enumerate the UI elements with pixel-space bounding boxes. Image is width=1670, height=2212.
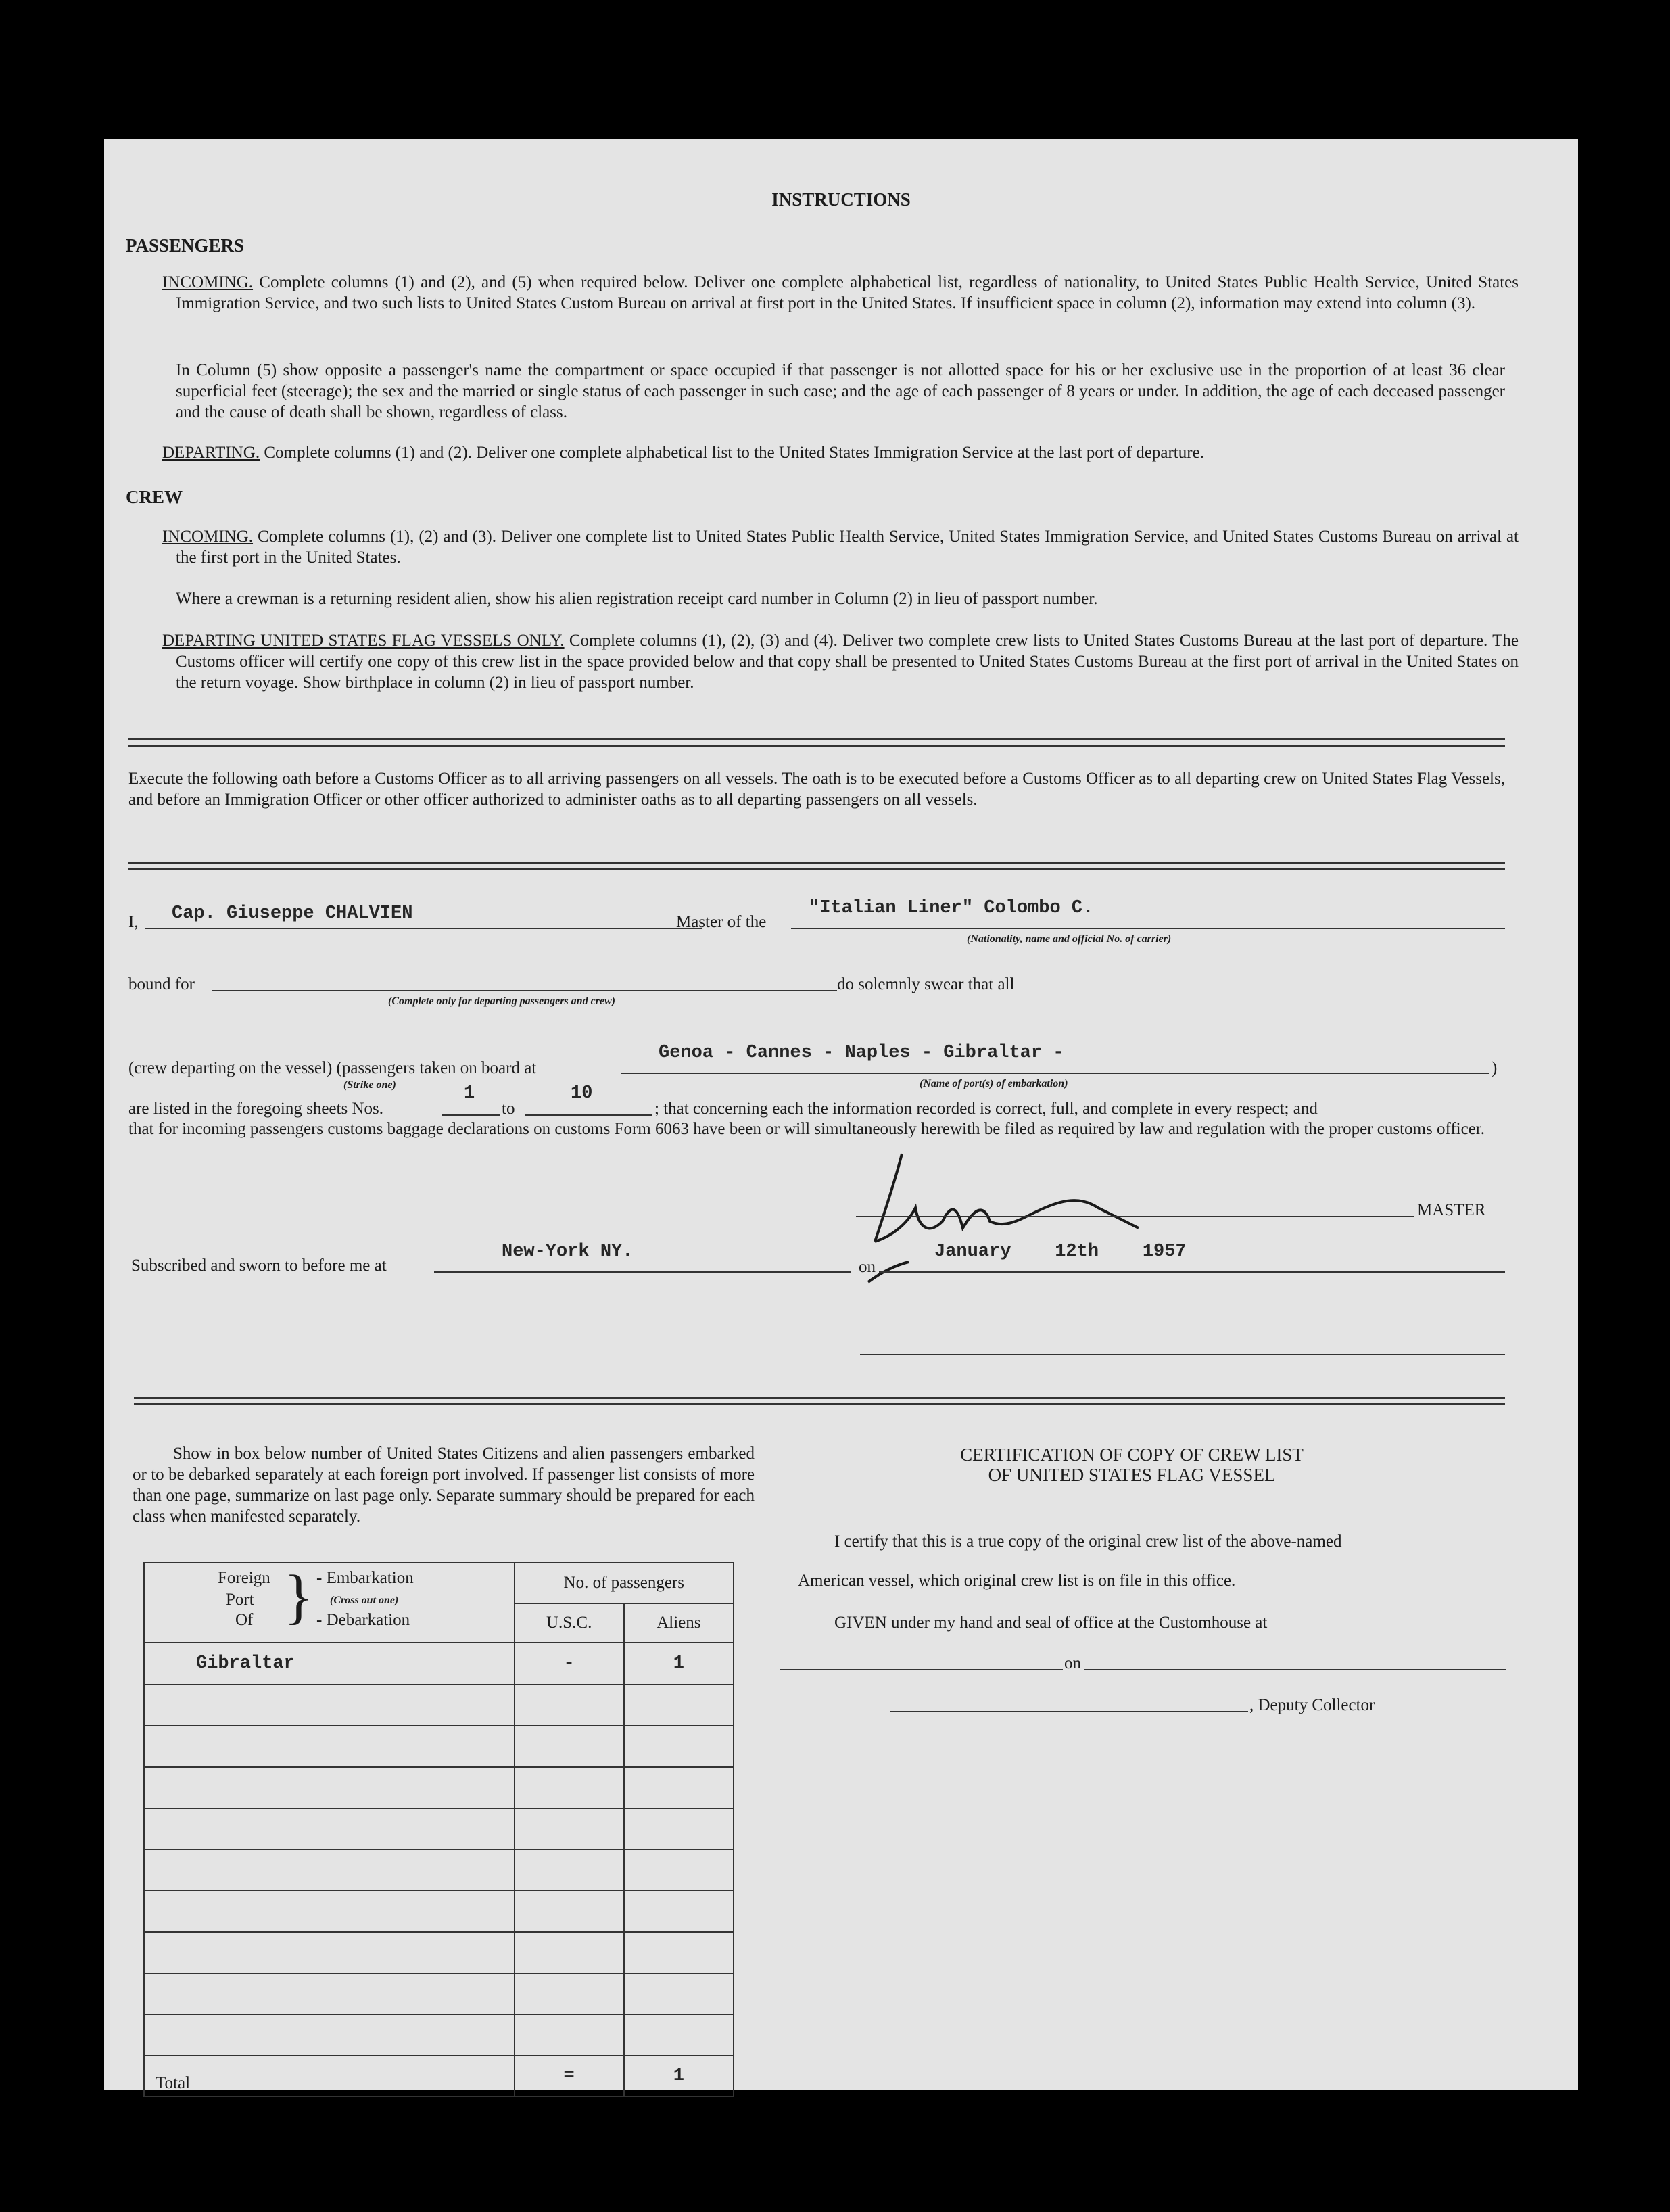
master-signature-line — [856, 1216, 1414, 1217]
statement-text: that for incoming passengers customs baggage declarations on customs Form 6063 have been or will simultaneously herewith be filed as required by law and regulation with the proper customs officer. — [128, 1120, 1485, 1138]
certification-title-1: CERTIFICATION OF COPY OF CREW LIST — [960, 1444, 1304, 1465]
ports-hint: (Name of port(s) of embarkation) — [920, 1078, 1068, 1089]
total-label: Total — [144, 2056, 515, 2096]
crew-departing-label: DEPARTING UNITED STATES FLAG VESSELS ONLY. — [162, 632, 565, 650]
col-cross: (Cross out one) — [330, 1595, 399, 1606]
crew-incoming — [162, 526, 1519, 568]
crew-departing — [162, 630, 1519, 693]
divider — [128, 862, 1505, 870]
row-usc[interactable] — [515, 1973, 624, 2015]
row-port[interactable] — [144, 1850, 515, 1891]
certification-given: GIVEN under my hand and seal of office at the Customhouse at — [834, 1614, 1268, 1632]
row-port[interactable] — [144, 1891, 515, 1932]
passengers-incoming-text: Complete columns (1) and (2), and (5) when required below. Deliver one complete alphabetical list, regardless of nationality, to United States Public Health Service, United States Immigration Service, and two such lists to United States Custom Bureau on arrival at first port in the United States. If insufficient space in column (2), information may extend into column (3). — [176, 273, 1519, 312]
officer-signature-line — [860, 1354, 1505, 1355]
crew-resident-alien: Where a crewman is a returning resident alien, show his alien registration receipt card number in Column (2) in lieu of passport number. — [176, 590, 1098, 608]
row-aliens[interactable] — [624, 1808, 734, 1850]
strike-one-hint: (Strike one) — [343, 1079, 396, 1091]
summary-instructions: Show in box below number of United States Citizens and alien passengers embarked or to be debarked separately at each foreign port involved. If passenger list consists of more than one page, summarize on last page only. Separate summary should be prepared for each class when manifested separately. — [133, 1444, 755, 1526]
col-debarkation: - Debarkation — [316, 1611, 410, 1629]
sheet-to[interactable]: 10 — [571, 1083, 593, 1104]
vessel-line — [791, 928, 1505, 929]
crew-heading: CREW — [126, 487, 183, 507]
deputy-collector-line — [890, 1711, 1248, 1712]
row-aliens[interactable] — [624, 2015, 734, 2056]
total-aliens[interactable]: 1 — [624, 2056, 734, 2096]
table-row — [144, 1767, 734, 1808]
crew-departing-text: Complete columns (1), (2), (3) and (4). Deliver two complete crew lists to United States Customs Bureau at the last port of departure. The Customs officer will certify one copy of this crew list in the space provided below and that copy shall be presented to United States Customs Bureau at the first port of arrival in the United States on the return voyage. Show birthplace in column (2) in lieu of passport number. — [176, 632, 1519, 692]
table-row — [144, 1643, 734, 1685]
row-port[interactable] — [144, 1973, 515, 2015]
row-aliens[interactable] — [624, 1891, 734, 1932]
brace-icon: } — [284, 1563, 314, 1630]
row-port[interactable]: Gibraltar — [144, 1643, 515, 1685]
bound-for-line — [212, 990, 837, 991]
row-aliens[interactable] — [624, 1973, 734, 2015]
certification-date-line — [1084, 1669, 1506, 1670]
row-usc[interactable]: - — [515, 1643, 624, 1685]
row-aliens[interactable] — [624, 1850, 734, 1891]
row-port[interactable] — [144, 1685, 515, 1726]
certification-title-2: OF UNITED STATES FLAG VESSEL — [988, 1465, 1276, 1485]
crew-incoming-label: INCOMING. — [162, 527, 254, 546]
deputy-collector-label: , Deputy Collector — [1249, 1696, 1375, 1714]
table-row — [144, 1808, 734, 1850]
sworn-on-label: on — [859, 1258, 876, 1276]
master-name[interactable]: Cap. Giuseppe CHALVIEN — [172, 903, 413, 924]
row-port[interactable] — [144, 1767, 515, 1808]
col-foreign: Foreign — [218, 1569, 270, 1587]
row-usc[interactable] — [515, 1726, 624, 1767]
passenger-summary-table — [143, 1562, 734, 2097]
row-usc[interactable] — [515, 1685, 624, 1726]
row-port[interactable] — [144, 1808, 515, 1850]
ports-line — [621, 1073, 1489, 1074]
table-row — [144, 1973, 734, 2015]
table-row — [144, 1932, 734, 1973]
certification-line-1: I certify that this is a true copy of the original crew list of the above-named — [834, 1532, 1342, 1551]
master-label: MASTER — [1417, 1201, 1486, 1219]
col-aliens: Aliens — [624, 1603, 734, 1643]
crew-departing-text: (crew departing on the vessel) (passengers taken on board at — [128, 1059, 537, 1077]
table-row — [144, 1850, 734, 1891]
bound-for-hint: (Complete only for departing passengers and crew) — [388, 995, 615, 1007]
master-signature-icon — [855, 1127, 1287, 1302]
passengers-column5: In Column (5) show opposite a passenger's name the compartment or space occupied if that passenger is not allotted space for his or her exclusive use in the proportion of at least 36 clear superficial feet (steerage); the sex and the married or single status of each passenger in such case; and the age of each passenger of 8 years or under. In addition, the age of each deceased passenger and the cause of death shall be shown, regardless of class. — [176, 361, 1505, 421]
sworn-date[interactable]: January 12th 1957 — [934, 1242, 1187, 1262]
passengers-departing — [162, 442, 1505, 463]
table-row — [144, 1891, 734, 1932]
customhouse-line — [780, 1669, 1063, 1670]
close-paren: ) — [1492, 1059, 1498, 1077]
sworn-date-line — [879, 1271, 1505, 1273]
certification-line-2: American vessel, which original crew list is on file in this office. — [798, 1572, 1236, 1590]
listed-text: are listed in the foregoing sheets Nos. — [128, 1100, 383, 1118]
passengers-incoming — [162, 272, 1519, 314]
col-passengers: No. of passengers — [515, 1563, 734, 1603]
row-usc[interactable] — [515, 1932, 624, 1973]
row-aliens[interactable] — [624, 1685, 734, 1726]
master-name-line — [145, 928, 702, 929]
table-row — [144, 1726, 734, 1767]
row-aliens[interactable] — [624, 1726, 734, 1767]
table-row — [144, 1685, 734, 1726]
master-of-label: Master of the — [676, 913, 767, 931]
subscribed-label: Subscribed and sworn to before me at — [131, 1256, 387, 1275]
row-usc[interactable] — [515, 1767, 624, 1808]
sheet-to-line — [525, 1114, 652, 1116]
row-aliens[interactable] — [624, 1932, 734, 1973]
row-port[interactable] — [144, 1726, 515, 1767]
row-usc[interactable] — [515, 1891, 624, 1932]
passengers-departing-text: Complete columns (1) and (2). Deliver one complete alphabetical list to the United States Immigration Service at the last port of departure. — [264, 444, 1204, 462]
bound-for-label: bound for — [128, 975, 195, 993]
row-port[interactable] — [144, 2015, 515, 2056]
row-usc[interactable] — [515, 1808, 624, 1850]
sworn-place[interactable]: New-York NY. — [502, 1242, 634, 1262]
to-label: to — [502, 1100, 515, 1118]
sheet-from-line — [442, 1114, 500, 1116]
swear-text: do solemnly swear that all — [837, 975, 1015, 993]
col-of: Of — [235, 1611, 254, 1629]
passengers-heading: PASSENGERS — [126, 235, 245, 256]
row-aliens[interactable]: 1 — [624, 1643, 734, 1685]
total-row — [144, 2056, 734, 2096]
sworn-place-line — [434, 1271, 851, 1273]
col-embarkation: - Embarkation — [316, 1569, 414, 1587]
vessel-name[interactable]: "Italian Liner" Colombo C. — [809, 898, 1094, 918]
ports-of-embarkation[interactable]: Genoa - Cannes - Naples - Gibraltar - — [659, 1043, 1064, 1063]
row-aliens[interactable] — [624, 1767, 734, 1808]
row-port[interactable] — [144, 1932, 515, 1973]
divider — [128, 738, 1505, 747]
col-port: Port — [226, 1591, 254, 1609]
certification-on-label: on — [1064, 1654, 1081, 1672]
col-usc: U.S.C. — [515, 1603, 624, 1643]
port-header-cell — [144, 1563, 515, 1643]
passengers-incoming-label: INCOMING. — [162, 273, 254, 291]
divider — [134, 1397, 1505, 1405]
row-usc[interactable] — [515, 2015, 624, 2056]
instructions-title: INSTRUCTIONS — [771, 189, 911, 210]
row-usc[interactable] — [515, 1850, 624, 1891]
sheet-from[interactable]: 1 — [464, 1083, 475, 1104]
table-row — [144, 2015, 734, 2056]
crew-incoming-text: Complete columns (1), (2) and (3). Deliver one complete list to United States Public Health Service, United States Immigration Service, and United States Customs Bureau on arrival at the first port in the United States. — [176, 527, 1519, 567]
passengers-departing-label: DEPARTING. — [162, 444, 260, 462]
statement-rest: ; that concerning each the information recorded is correct, full, and complete in every respect; and — [654, 1100, 1318, 1118]
vessel-hint: (Nationality, name and official No. of carrier) — [967, 933, 1172, 945]
form-page — [104, 139, 1578, 2090]
total-usc[interactable]: = — [515, 2056, 624, 2096]
i-label: I, — [128, 913, 139, 931]
oath-intro: Execute the following oath before a Customs Officer as to all arriving passengers on all vessels. The oath is to be executed before a Customs Officer as to all departing crew on United States Flag Vessels, and before an Immigration Officer or other officer authorized to administer oaths as to all departing passengers on all vessels. — [128, 770, 1505, 809]
